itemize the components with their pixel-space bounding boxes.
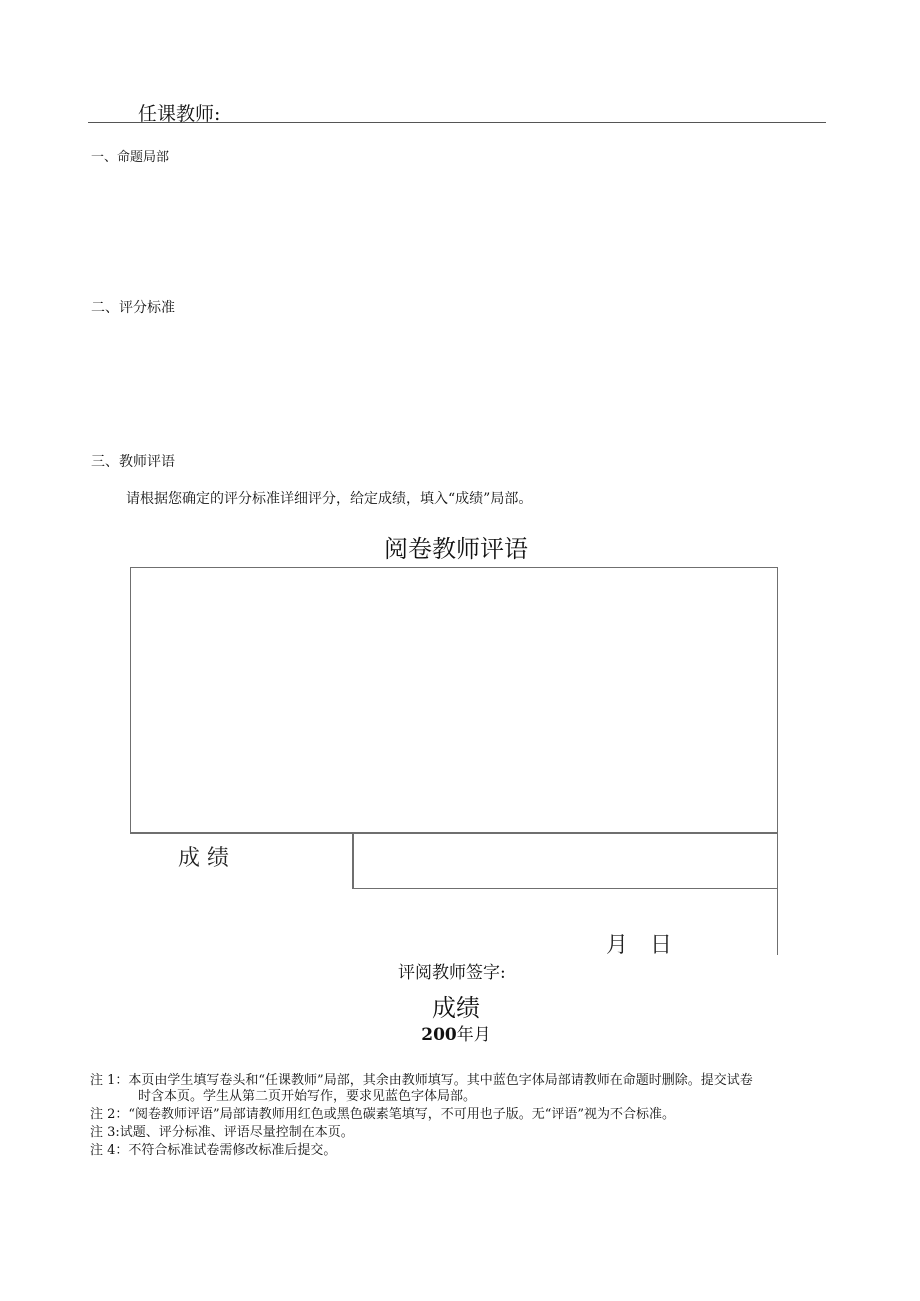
year-line <box>0 1020 912 1045</box>
box-border-left <box>130 567 131 833</box>
grade-row-bottom <box>352 888 778 889</box>
year-month: 年月 <box>456 1025 491 1045</box>
grade-row-top <box>130 832 778 834</box>
note-1: 注 1：本页由学生填写卷头和“任课教师”局部，其余由教师填写。其中蓝色字体局部请教师在命题时删除。提交试卷 <box>90 1073 753 1088</box>
date-label-partial: 月 日 <box>606 933 673 958</box>
section-3-heading: 三、教师评语 <box>91 454 175 470</box>
review-box <box>130 567 778 958</box>
header-divider <box>88 122 826 123</box>
grading-instruction: 请根据您确定的评分标准详细评分，给定成绩，填入“成绩”局部。 <box>126 491 533 507</box>
review-box-title: 阅卷教师评语 <box>384 535 528 563</box>
grade-cell-divider <box>352 832 354 889</box>
box-border-right <box>777 567 778 955</box>
grade-label: 成绩 <box>432 994 480 1022</box>
year-prefix: 200 <box>421 1025 457 1045</box>
note-4: 注 4：不符合标准试卷需修改标准后提交。 <box>90 1143 337 1158</box>
signature-label: 评阅教师签字: <box>398 963 506 983</box>
grade-cell-label: 成 绩 <box>178 846 229 871</box>
section-1-heading: 一、命题局部 <box>91 150 170 165</box>
note-2: 注 2：“阅卷教师评语”局部请教师用红色或黑色碳素笔填写，不可用也子版。无“评语”视为不合标准。 <box>90 1107 675 1122</box>
section-2-heading: 二、评分标准 <box>91 300 175 316</box>
note-3: 注 3:试题、评分标准、评语尽量控制在本页。 <box>90 1125 354 1140</box>
box-border-top <box>130 567 778 568</box>
teacher-label: 任课教师: <box>138 103 221 125</box>
note-1-continued: 时含本页。学生从第二页开始写作，要求见蓝色字体局部。 <box>138 1089 477 1104</box>
